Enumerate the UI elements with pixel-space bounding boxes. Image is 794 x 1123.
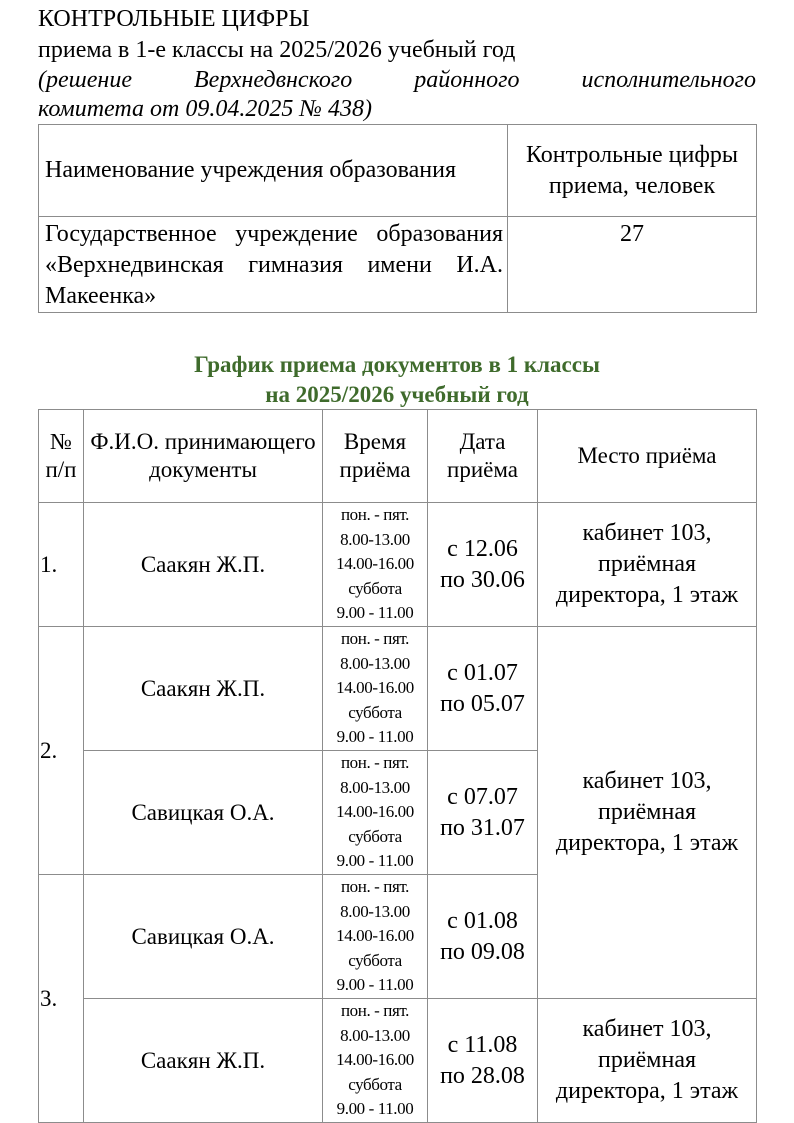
place-floor: директора, 1 этаж [555, 1078, 739, 1104]
page-title: КОНТРОЛЬНЫЕ ЦИФРЫ [38, 6, 310, 32]
place-room: кабинет 103, [582, 768, 712, 794]
reception-dates [428, 999, 538, 1123]
document-header [38, 4, 756, 124]
reception-hours [323, 627, 428, 751]
row-number: 2. [39, 627, 84, 875]
hours-morning: 8.00-13.00 [340, 777, 410, 797]
date-to: по 05.07 [440, 690, 525, 717]
hours-saturday-label: суббота [348, 1074, 402, 1094]
schedule-title [38, 350, 756, 410]
hours-weekday-label: пон. - пят. [340, 629, 410, 649]
schedule-title-line1: График приема документов в 1 классы [194, 352, 600, 377]
hours-weekday-label: пон. - пят. [340, 877, 410, 897]
table-row [39, 503, 757, 627]
staff-name: Саакян Ж.П. [84, 627, 323, 751]
column-header-date: Дата приёма [428, 410, 538, 503]
date-to: по 30.06 [440, 566, 525, 593]
hours-saturday: 9.00 - 11.00 [336, 975, 414, 995]
reception-place [538, 627, 757, 999]
schedule-title-line2: на 2025/2026 учебный год [265, 382, 529, 407]
column-header-name: Ф.И.О. принимающего документы [84, 410, 323, 503]
date-to: по 31.07 [440, 814, 525, 841]
table-row [39, 627, 757, 751]
hours-saturday: 9.00 - 11.00 [336, 603, 414, 623]
place-floor: директора, 1 этаж [555, 582, 739, 608]
table-row [39, 217, 757, 313]
hours-saturday-label: суббота [348, 702, 402, 722]
reception-dates [428, 627, 538, 751]
table-row [39, 999, 757, 1123]
staff-name: Савицкая О.А. [84, 875, 323, 999]
hours-saturday: 9.00 - 11.00 [336, 851, 414, 871]
place-office: приёмная [597, 551, 697, 577]
reception-place [538, 503, 757, 627]
reception-dates [428, 875, 538, 999]
decision-note-line1: (решение Верхнедвнского районного исполнительного [38, 67, 756, 93]
column-header-time: Время приёма [323, 410, 428, 503]
page-subtitle: приема в 1-е классы на 2025/2026 учебный год [38, 37, 516, 63]
staff-name: Саакян Ж.П. [84, 503, 323, 627]
hours-saturday: 9.00 - 11.00 [336, 1099, 414, 1119]
hours-afternoon: 14.00-16.00 [336, 1050, 414, 1070]
hours-afternoon: 14.00-16.00 [336, 802, 414, 822]
row-number: 1. [39, 503, 84, 627]
schedule-table [38, 409, 757, 1123]
place-floor: директора, 1 этаж [555, 830, 739, 856]
date-from: с 11.08 [447, 1031, 518, 1058]
date-from: с 12.06 [447, 535, 518, 562]
date-from: с 07.07 [447, 783, 518, 810]
hours-saturday-label: суббота [348, 826, 402, 846]
reception-hours [323, 875, 428, 999]
row-number: 3. [39, 875, 84, 1123]
quota-value: 27 [508, 217, 757, 313]
place-room: кабинет 103, [582, 520, 712, 546]
reception-hours [323, 751, 428, 875]
hours-afternoon: 14.00-16.00 [336, 678, 414, 698]
reception-dates [428, 751, 538, 875]
staff-name: Савицкая О.А. [84, 751, 323, 875]
place-office: приёмная [597, 799, 697, 825]
reception-hours [323, 999, 428, 1123]
hours-weekday-label: пон. - пят. [340, 505, 410, 525]
column-header-no: № п/п [39, 410, 84, 503]
reception-hours [323, 503, 428, 627]
hours-morning: 8.00-13.00 [340, 901, 410, 921]
schedule-header-row [39, 410, 757, 503]
hours-saturday: 9.00 - 11.00 [336, 727, 414, 747]
place-room: кабинет 103, [582, 1016, 712, 1042]
hours-afternoon: 14.00-16.00 [336, 926, 414, 946]
hours-weekday-label: пон. - пят. [340, 1001, 410, 1021]
date-to: по 28.08 [440, 1062, 525, 1089]
decision-note-line2: комитета от 09.04.2025 № 438) [38, 96, 372, 122]
column-header-quota: Контрольные цифры приема, человек [508, 125, 757, 217]
date-from: с 01.08 [447, 907, 518, 934]
institution-name: Государственное учреждение образования «Верхнедвинская гимназия имени И.А. Макеенка» [39, 217, 508, 313]
hours-afternoon: 14.00-16.00 [336, 554, 414, 574]
hours-morning: 8.00-13.00 [340, 1025, 410, 1045]
date-from: с 01.07 [447, 659, 518, 686]
hours-morning: 8.00-13.00 [340, 653, 410, 673]
hours-weekday-label: пон. - пят. [340, 753, 410, 773]
hours-morning: 8.00-13.00 [340, 529, 410, 549]
place-office: приёмная [597, 1047, 697, 1073]
hours-saturday-label: суббота [348, 950, 402, 970]
reception-dates [428, 503, 538, 627]
column-header-institution: Наименование учреждения образования [39, 125, 508, 217]
quota-table [38, 124, 757, 313]
hours-saturday-label: суббота [348, 578, 402, 598]
reception-place [538, 999, 757, 1123]
date-to: по 09.08 [440, 938, 525, 965]
staff-name: Саакян Ж.П. [84, 999, 323, 1123]
column-header-place: Место приёма [538, 410, 757, 503]
table-header-row [39, 125, 757, 217]
